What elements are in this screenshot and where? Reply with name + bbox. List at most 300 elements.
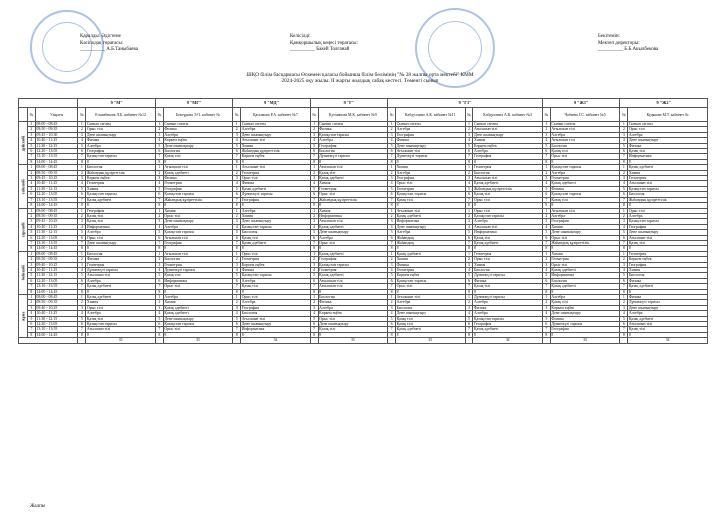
lesson-number: 3 bbox=[620, 132, 628, 137]
lesson-number: 7 bbox=[78, 327, 86, 332]
subject-cell: Дүниежүзі тарихы bbox=[473, 295, 543, 300]
lesson-number: 2 bbox=[465, 300, 473, 305]
subject-cell: Қазақ әдебиеті bbox=[473, 240, 543, 245]
subject-cell: Қазақ тілі bbox=[86, 213, 156, 218]
lesson-time: 08:00 - 08:45 bbox=[35, 122, 78, 127]
subject-cell: Жаһандық құзіреттілік bbox=[473, 186, 543, 191]
subject-cell: Қазақстан тарихы bbox=[163, 322, 233, 327]
subject-cell: Геометрия bbox=[628, 251, 708, 256]
lesson-number: 7 bbox=[310, 154, 318, 159]
header-right bbox=[598, 34, 658, 54]
lesson-number: 4 bbox=[27, 181, 35, 186]
header-left-line: Кәсіподақ төрағасы: bbox=[80, 40, 124, 46]
subject-cell: Қазақ тілі bbox=[550, 149, 620, 154]
subject-cell: 8 bbox=[318, 289, 388, 294]
subject-cell: Физика bbox=[318, 127, 388, 132]
subject-cell: Жаһандық құзіреттілік bbox=[163, 197, 233, 202]
lesson-number: 3 bbox=[310, 262, 318, 267]
subject-cell: Сынып сағаты bbox=[318, 122, 388, 127]
lesson-number: 4 bbox=[233, 267, 241, 272]
subject-cell: Геометрия bbox=[318, 267, 388, 272]
subject-cell: Физика bbox=[628, 278, 708, 283]
class-header: 9 "Ж2" bbox=[620, 99, 708, 108]
lesson-number: 2 bbox=[155, 300, 163, 305]
lesson-number: 7 bbox=[388, 154, 396, 159]
lesson-number-col-header: № bbox=[542, 108, 550, 122]
lesson-number: 2 bbox=[78, 257, 86, 262]
lesson-number-col-header: № bbox=[233, 108, 241, 122]
subject-cell: Химия bbox=[550, 224, 620, 229]
subject-cell: Физика bbox=[550, 316, 620, 321]
subject-cell: Информатика bbox=[550, 273, 620, 278]
lesson-number: 1 bbox=[542, 208, 550, 213]
lesson-number: 2 bbox=[27, 300, 35, 305]
lesson-number: 1 bbox=[388, 165, 396, 170]
lesson-number: 4 bbox=[542, 267, 550, 272]
lesson-number: 5 bbox=[310, 273, 318, 278]
lesson-number: 8 bbox=[233, 159, 241, 164]
subject-cell: 8 bbox=[395, 203, 465, 208]
lesson-number: 8 bbox=[542, 246, 550, 251]
lesson-number: 4 bbox=[233, 224, 241, 229]
lesson-number: 2 bbox=[388, 127, 396, 132]
subject-cell: Алгебра bbox=[318, 235, 388, 240]
weekly-total: 35 bbox=[86, 338, 156, 343]
subject-cell: Қазақ әдебиеті bbox=[395, 251, 465, 256]
subject-cell: Қазақстан тарихы bbox=[241, 224, 311, 229]
lesson-number: 8 bbox=[542, 203, 550, 208]
number-col-header: № bbox=[27, 108, 35, 122]
subject-cell: 8 bbox=[550, 289, 620, 294]
subject-cell: Ағылшын тілі bbox=[241, 316, 311, 321]
subject-cell: Қазақ әдебиеті bbox=[628, 284, 708, 289]
subject-cell: Қазақ әдебиеті bbox=[163, 305, 233, 310]
subject-cell: 8 bbox=[241, 203, 311, 208]
subject-cell: Дене шынықтыру bbox=[318, 322, 388, 327]
subject-cell: Информатика bbox=[628, 154, 708, 159]
lesson-number: 8 bbox=[542, 332, 550, 337]
subject-cell: Жаһандық құзіреттілік bbox=[318, 197, 388, 202]
lesson-number: 3 bbox=[233, 219, 241, 224]
subject-cell: 8 bbox=[550, 159, 620, 164]
subject-cell: Сынып сағаты bbox=[86, 122, 156, 127]
subject-cell: 8 bbox=[395, 246, 465, 251]
lesson-number: 8 bbox=[78, 332, 86, 337]
header-middle-line: Қамқоршылық кеңесі төрағасы: bbox=[290, 40, 358, 46]
subject-cell: 8 bbox=[241, 289, 311, 294]
subject-cell: Қазақ әдебиеті bbox=[241, 186, 311, 191]
lesson-number: 4 bbox=[233, 311, 241, 316]
lesson-number: 3 bbox=[388, 132, 396, 137]
subject-cell: Биология bbox=[241, 230, 311, 235]
subject-cell: Дене шынықтыру bbox=[241, 132, 311, 137]
subject-cell: Геометрия bbox=[628, 176, 708, 181]
weekly-total: 35 bbox=[163, 338, 233, 343]
subject-cell: Алгебра bbox=[395, 300, 465, 305]
lesson-number: 5 bbox=[388, 273, 396, 278]
lesson-number: 1 bbox=[233, 165, 241, 170]
lesson-number: 6 bbox=[542, 235, 550, 240]
subject-cell: Дүниежүзі тарихы bbox=[628, 300, 708, 305]
lesson-number: 7 bbox=[78, 284, 86, 289]
subject-cell: Жаһандық bbox=[395, 235, 465, 240]
subject-cell: Информатика bbox=[318, 213, 388, 218]
subject-cell: Химия bbox=[241, 143, 311, 148]
lesson-number: 5 bbox=[310, 316, 318, 321]
day-label: дүйсенбі bbox=[19, 122, 28, 165]
lesson-number: 7 bbox=[620, 240, 628, 245]
lesson-number: 8 bbox=[310, 332, 318, 337]
lesson-number: 1 bbox=[155, 208, 163, 213]
lesson-number: 6 bbox=[542, 192, 550, 197]
lesson-number: 8 bbox=[78, 159, 86, 164]
lesson-number: 6 bbox=[27, 149, 35, 154]
lesson-number: 5 bbox=[155, 316, 163, 321]
lesson-number: 8 bbox=[465, 203, 473, 208]
header-middle bbox=[290, 34, 358, 54]
subject-cell: Дүниежүзі тарихы bbox=[473, 273, 543, 278]
subject-cell: Қазақ әдебиеті bbox=[473, 181, 543, 186]
subject-cell: Алгебра bbox=[473, 149, 543, 154]
subject-cell: Жаһандық құзіреттілік bbox=[86, 170, 156, 175]
lesson-number: 6 bbox=[310, 235, 318, 240]
lesson-number: 1 bbox=[27, 295, 35, 300]
lesson-number: 3 bbox=[465, 176, 473, 181]
lesson-number: 1 bbox=[465, 208, 473, 213]
lesson-number: 3 bbox=[542, 132, 550, 137]
teacher-room-header: Кабдуллина А.К. кабинет №11 bbox=[395, 108, 465, 122]
subject-cell: Сынып сағаты bbox=[473, 122, 543, 127]
lesson-number: 7 bbox=[233, 327, 241, 332]
teacher-room-header: Елшибекова Л.Б. кабинет №12 bbox=[86, 108, 156, 122]
subject-cell: География bbox=[395, 132, 465, 137]
subject-cell: 8 bbox=[628, 246, 708, 251]
lesson-number: 5 bbox=[310, 230, 318, 235]
subject-cell: Дүниежүзі тарихы bbox=[318, 154, 388, 159]
subject-cell: Химия bbox=[163, 208, 233, 213]
lesson-number: 1 bbox=[310, 122, 318, 127]
lesson-number: 4 bbox=[233, 181, 241, 186]
subject-cell: Орыс тілі bbox=[163, 327, 233, 332]
lesson-number: 3 bbox=[465, 132, 473, 137]
lesson-number: 1 bbox=[27, 122, 35, 127]
lesson-number: 8 bbox=[465, 159, 473, 164]
lesson-number: 5 bbox=[27, 143, 35, 148]
subject-cell: Сынып сағаты bbox=[163, 122, 233, 127]
lesson-number: 2 bbox=[542, 257, 550, 262]
lesson-number: 3 bbox=[620, 219, 628, 224]
lesson-number: 5 bbox=[310, 186, 318, 191]
lesson-number: 4 bbox=[310, 311, 318, 316]
subject-cell: Орыс тілі bbox=[550, 262, 620, 267]
lesson-number: 3 bbox=[465, 262, 473, 267]
subject-cell: Қазақ әдебиеті bbox=[163, 170, 233, 175]
subject-cell: Дүниежүзі тарихы bbox=[86, 267, 156, 272]
lesson-number: 7 bbox=[388, 197, 396, 202]
subject-cell: Алгебра bbox=[550, 295, 620, 300]
lesson-number: 6 bbox=[310, 192, 318, 197]
lesson-number: 4 bbox=[465, 181, 473, 186]
subject-cell: Дене шынықтыру bbox=[395, 311, 465, 316]
subject-cell: 8 bbox=[628, 332, 708, 337]
lesson-number: 3 bbox=[155, 219, 163, 224]
subject-cell: 8 bbox=[473, 332, 543, 337]
lesson-number: 2 bbox=[27, 213, 35, 218]
subject-cell: Қазақ тілі bbox=[395, 197, 465, 202]
lesson-time: 11:30 - 12:15 bbox=[35, 273, 78, 278]
subject-cell: Қазақстан тарихы bbox=[473, 316, 543, 321]
subject-cell: Қазақ тілі bbox=[86, 316, 156, 321]
lesson-number-col-header: № bbox=[155, 108, 163, 122]
totals-spacer bbox=[155, 338, 163, 343]
lesson-time: 10:40 - 11:25 bbox=[35, 267, 78, 272]
subject-cell: 8 bbox=[241, 159, 311, 164]
lesson-number: 7 bbox=[310, 240, 318, 245]
lesson-number: 3 bbox=[233, 305, 241, 310]
lesson-number: 4 bbox=[542, 224, 550, 229]
weekly-total: 35 bbox=[318, 338, 388, 343]
lesson-number: 2 bbox=[542, 127, 550, 132]
subject-cell: Алгебра bbox=[550, 170, 620, 175]
document-title bbox=[0, 72, 720, 85]
totals-spacer bbox=[310, 338, 318, 343]
lesson-number: 6 bbox=[465, 235, 473, 240]
subject-cell: Алгебра bbox=[628, 213, 708, 218]
subject-cell: Геометрия bbox=[473, 251, 543, 256]
lesson-number: 4 bbox=[155, 181, 163, 186]
lesson-time: 10:40 - 11:25 bbox=[35, 311, 78, 316]
lesson-number: 6 bbox=[78, 278, 86, 283]
subject-cell: Физика bbox=[395, 262, 465, 267]
lesson-number: 2 bbox=[233, 213, 241, 218]
lesson-time: 11:30 - 12:15 bbox=[35, 316, 78, 321]
subject-cell: Ағылшын тілі bbox=[318, 219, 388, 224]
subject-cell: Қазақ тілі bbox=[473, 235, 543, 240]
lesson-number-col-header: № bbox=[620, 108, 628, 122]
lesson-number: 7 bbox=[27, 197, 35, 202]
subject-cell: Биология bbox=[628, 192, 708, 197]
lesson-number: 5 bbox=[155, 230, 163, 235]
subject-cell: Ағылшын тілі bbox=[395, 208, 465, 213]
lesson-number: 2 bbox=[465, 127, 473, 132]
subject-cell: Жаһандық құзіреттілік bbox=[241, 149, 311, 154]
weekly-total: 34 bbox=[628, 338, 708, 343]
lesson-number: 6 bbox=[310, 149, 318, 154]
subject-cell: Геометрия bbox=[163, 181, 233, 186]
lesson-time: 09:45 - 10:30 bbox=[35, 132, 78, 137]
lesson-number: 7 bbox=[233, 154, 241, 159]
totals-spacer bbox=[542, 338, 550, 343]
subject-cell: 8 bbox=[318, 203, 388, 208]
subject-cell: 8 bbox=[86, 289, 156, 294]
subject-cell: Алгебра bbox=[550, 132, 620, 137]
lesson-number: 1 bbox=[27, 208, 35, 213]
lesson-number: 7 bbox=[542, 240, 550, 245]
subject-cell: Геометрия bbox=[241, 170, 311, 175]
lesson-number: 3 bbox=[155, 305, 163, 310]
subject-cell: Қазақ тілі bbox=[628, 240, 708, 245]
subject-cell: 8 bbox=[163, 203, 233, 208]
subject-cell: 8 bbox=[628, 159, 708, 164]
lesson-number: 6 bbox=[310, 278, 318, 283]
lesson-number: 1 bbox=[388, 251, 396, 256]
subject-cell: География bbox=[318, 143, 388, 148]
subject-cell: Қазақ әдебиеті bbox=[550, 181, 620, 186]
lesson-number: 1 bbox=[388, 208, 396, 213]
lesson-number: 3 bbox=[78, 305, 86, 310]
subject-cell: Алгебра bbox=[318, 138, 388, 143]
subject-cell: Дене шынықтыру bbox=[395, 224, 465, 229]
totals-spacer bbox=[388, 338, 396, 343]
lesson-number: 5 bbox=[465, 186, 473, 191]
subject-cell: География bbox=[86, 208, 156, 213]
subject-cell: Қазақ тілі bbox=[163, 154, 233, 159]
subject-cell: Физика bbox=[628, 143, 708, 148]
lesson-number: 5 bbox=[27, 230, 35, 235]
subject-cell: Қазақстан тарихы bbox=[86, 192, 156, 197]
subject-cell: Геометрия bbox=[395, 267, 465, 272]
lesson-number: 4 bbox=[542, 311, 550, 316]
subject-cell: Геометрия bbox=[86, 262, 156, 267]
lesson-number: 5 bbox=[465, 143, 473, 148]
subject-cell: Қазақ әдебиеті bbox=[163, 311, 233, 316]
subject-cell: Орыс тілі bbox=[395, 181, 465, 186]
lesson-number: 6 bbox=[542, 322, 550, 327]
subject-cell: Орыс тілі bbox=[163, 213, 233, 218]
lesson-number: 1 bbox=[620, 208, 628, 213]
title-line: 2024-2025 оқу жылы. II жарты жылдық сабақ кестесі. Төменгі сынып bbox=[281, 78, 439, 85]
subject-cell: Дене шынықтыру bbox=[241, 322, 311, 327]
lesson-number: 3 bbox=[388, 262, 396, 267]
subject-cell: Қазақстан тарихы bbox=[86, 322, 156, 327]
lesson-number: 3 bbox=[388, 305, 396, 310]
subject-cell: Ағылшын тілі bbox=[86, 273, 156, 278]
subject-cell: Қазақ тілі bbox=[395, 322, 465, 327]
lesson-number: 6 bbox=[542, 278, 550, 283]
subject-cell: Қазақ әдебиеті bbox=[318, 176, 388, 181]
lesson-number: 7 bbox=[310, 284, 318, 289]
lesson-number: 4 bbox=[78, 267, 86, 272]
subject-cell: Химия bbox=[318, 208, 388, 213]
lesson-number: 5 bbox=[78, 143, 86, 148]
subject-cell: 8 bbox=[395, 159, 465, 164]
lesson-number: 6 bbox=[155, 278, 163, 283]
subject-cell: Ағылшын тілі bbox=[550, 138, 620, 143]
lesson-number: 8 bbox=[233, 203, 241, 208]
lesson-number: 8 bbox=[27, 159, 35, 164]
subject-cell: Алгебра bbox=[86, 230, 156, 235]
lesson-number: 8 bbox=[155, 159, 163, 164]
subject-cell: Дене шынықтыру bbox=[86, 132, 156, 137]
lesson-number: 4 bbox=[465, 311, 473, 316]
subject-cell: Қазақ тілі bbox=[628, 149, 708, 154]
lesson-number-col-header: № bbox=[78, 108, 86, 122]
lesson-number: 4 bbox=[465, 267, 473, 272]
subject-cell: 8 bbox=[318, 246, 388, 251]
subject-cell: Қазақ әдебиеті bbox=[86, 295, 156, 300]
subject-cell: Қазақ тілі bbox=[86, 219, 156, 224]
subject-cell: Информатика bbox=[473, 230, 543, 235]
subject-cell: 8 bbox=[550, 246, 620, 251]
lesson-number: 4 bbox=[155, 311, 163, 316]
header-middle-line: __________ Бакей Толғанай bbox=[290, 47, 350, 52]
lesson-number: 1 bbox=[233, 251, 241, 256]
lesson-number: 3 bbox=[78, 219, 86, 224]
schedule-table bbox=[18, 98, 708, 344]
subject-cell: Биология bbox=[473, 267, 543, 272]
subject-cell: Химия bbox=[473, 262, 543, 267]
subject-cell: Физика bbox=[550, 186, 620, 191]
lesson-number: 7 bbox=[388, 284, 396, 289]
lesson-number: 2 bbox=[310, 257, 318, 262]
subject-cell: Қазақ тілі bbox=[473, 192, 543, 197]
subject-cell: Көркем еңбек bbox=[550, 305, 620, 310]
lesson-number: 2 bbox=[27, 170, 35, 175]
subject-cell: Қазақ әдебиеті bbox=[628, 165, 708, 170]
lesson-number: 3 bbox=[310, 219, 318, 224]
subject-cell: География bbox=[318, 257, 388, 262]
lesson-number: 5 bbox=[78, 230, 86, 235]
lesson-time: 08:50 - 09:35 bbox=[35, 170, 78, 175]
lesson-number: 8 bbox=[465, 332, 473, 337]
subject-cell: Алгебра bbox=[86, 143, 156, 148]
subject-cell: Қазақ тілі bbox=[550, 300, 620, 305]
subject-cell: Дене шынықтыру bbox=[86, 240, 156, 245]
lesson-number: 8 bbox=[388, 246, 396, 251]
lesson-number: 2 bbox=[78, 170, 86, 175]
time-col-header: Уақыты bbox=[35, 108, 78, 122]
lesson-number: 2 bbox=[310, 300, 318, 305]
lesson-number: 2 bbox=[310, 213, 318, 218]
lesson-number: 6 bbox=[233, 235, 241, 240]
subject-cell: География bbox=[241, 305, 311, 310]
lesson-number: 1 bbox=[465, 251, 473, 256]
subject-cell: Алгебра bbox=[473, 219, 543, 224]
lesson-number: 6 bbox=[465, 192, 473, 197]
subject-cell: География bbox=[86, 149, 156, 154]
lesson-number: 1 bbox=[78, 165, 86, 170]
lesson-number: 3 bbox=[542, 305, 550, 310]
subject-cell: Қазақ әдебиеті bbox=[318, 224, 388, 229]
subject-cell: Алгебра bbox=[163, 132, 233, 137]
subject-cell: Сынып сағаты bbox=[628, 122, 708, 127]
subject-cell: Алгебра bbox=[318, 305, 388, 310]
lesson-number: 7 bbox=[620, 197, 628, 202]
subject-cell: 8 bbox=[473, 246, 543, 251]
subject-cell: Жаһандық құзіреттілік bbox=[550, 240, 620, 245]
lesson-number: 5 bbox=[233, 186, 241, 191]
lesson-number: 8 bbox=[310, 289, 318, 294]
subject-cell: 8 bbox=[86, 203, 156, 208]
lesson-number: 8 bbox=[465, 289, 473, 294]
subject-cell: Қазақстан тарихы bbox=[86, 154, 156, 159]
lesson-number: 8 bbox=[233, 246, 241, 251]
lesson-number: 8 bbox=[155, 289, 163, 294]
lesson-number: 7 bbox=[620, 327, 628, 332]
lesson-number: 6 bbox=[388, 235, 396, 240]
lesson-number: 5 bbox=[233, 316, 241, 321]
lesson-number: 4 bbox=[620, 224, 628, 229]
subject-cell: Қазақстан тарихы bbox=[628, 219, 708, 224]
subject-cell: География bbox=[628, 224, 708, 229]
subject-cell: Ағылшын тілі bbox=[473, 127, 543, 132]
lesson-number: 6 bbox=[465, 149, 473, 154]
lesson-number: 7 bbox=[388, 327, 396, 332]
subject-cell: География bbox=[473, 322, 543, 327]
subject-cell: Қазақ әдебиеті bbox=[550, 267, 620, 272]
subject-cell: Көркем еңбек bbox=[318, 311, 388, 316]
subject-cell: Ағылшын тілі bbox=[473, 176, 543, 181]
